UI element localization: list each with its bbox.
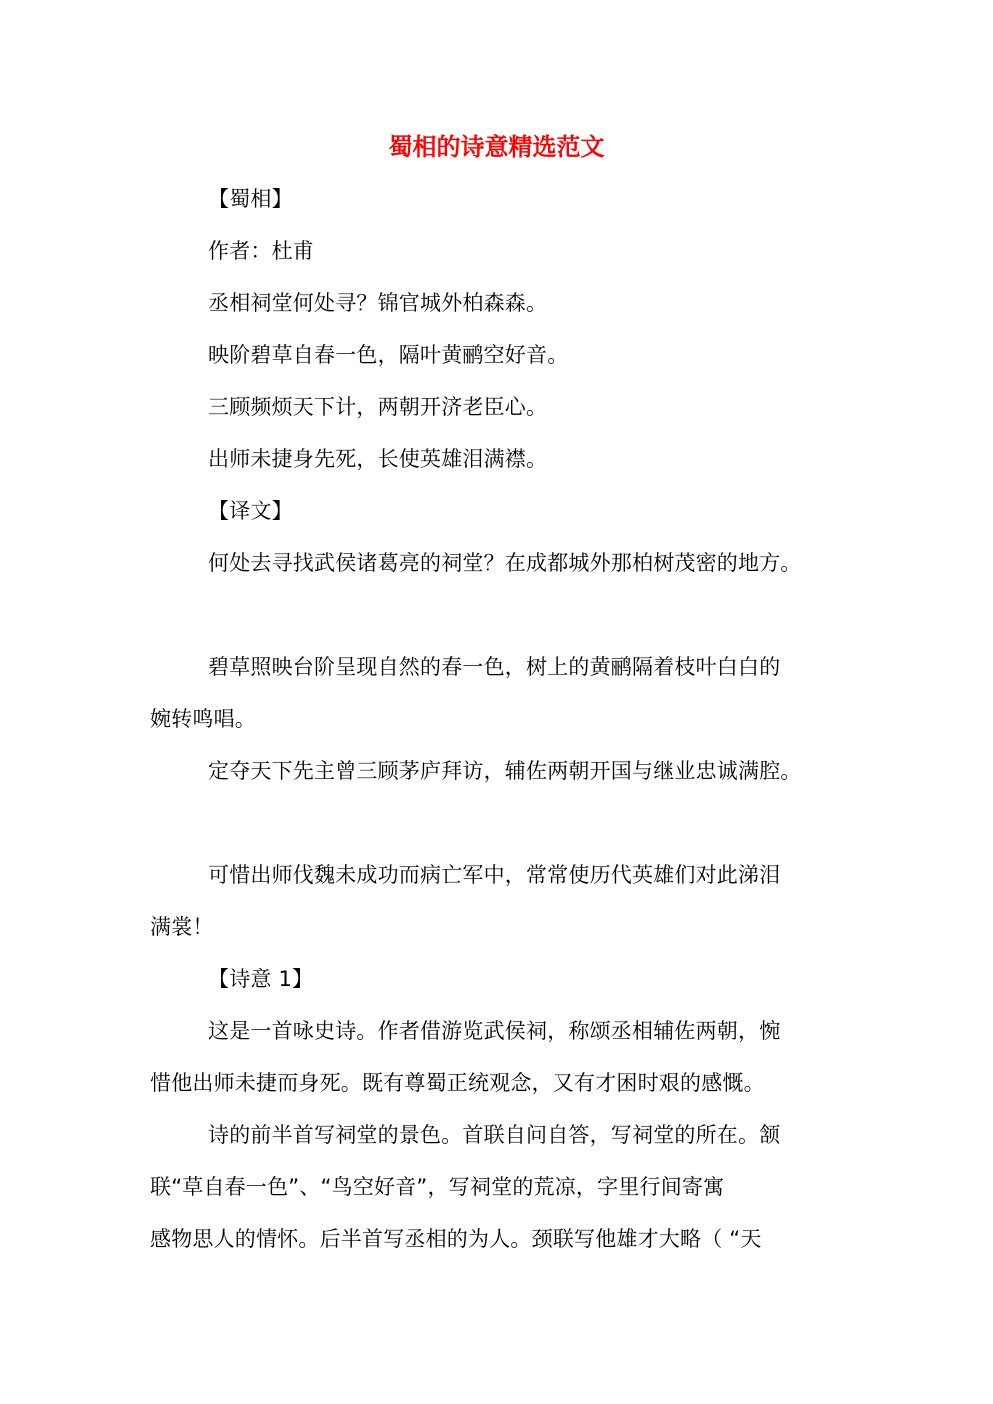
translation-paragraph-cont: 婉转鸣唱。: [150, 707, 256, 731]
poem-line: 映阶碧草自春一色，隔叶黄鹂空好音。: [208, 343, 569, 367]
translation-paragraph: 何处去寻找武侯诸葛亮的祠堂？在成都城外那柏树茂密的地方。: [208, 551, 802, 575]
translation-paragraph: 定夺天下先主曾三顾茅庐拜访，辅佐两朝开国与继业忠诚满腔。: [208, 759, 802, 783]
poem-line: 三顾频烦天下计，两朝开济老臣心。: [208, 395, 548, 419]
meaning-paragraph: 诗的前半首写祠堂的景色。首联自问自答，写祠堂的所在。颔: [208, 1123, 781, 1147]
translation-heading: 【译文】: [208, 499, 293, 523]
poem-heading: 【蜀相】: [208, 187, 293, 211]
poem-author: 作者：杜甫: [208, 239, 314, 263]
translation-paragraph: 可惜出师伐魏未成功而病亡军中，常常使历代英雄们对此涕泪: [208, 863, 781, 887]
translation-paragraph-cont: 满裳！: [150, 915, 214, 939]
poem-line: 出师未捷身先死，长使英雄泪满襟。: [208, 447, 548, 471]
meaning-paragraph-cont: 惜他出师未捷而身死。既有尊蜀正统观念，又有才困时艰的感慨。: [150, 1071, 765, 1095]
meaning-paragraph: 这是一首咏史诗。作者借游览武侯祠，称颂丞相辅佐两朝，惋: [208, 1019, 781, 1043]
translation-paragraph: 碧草照映台阶呈现自然的春一色，树上的黄鹂隔着枝叶白白的: [208, 655, 781, 679]
meaning-paragraph-cont: 联“草自春一色”、“鸟空好音”，写祠堂的荒凉，字里行间寄寓: [150, 1175, 725, 1199]
page-title: 蜀相的诗意精选范文: [388, 133, 605, 161]
meaning-paragraph-cont: 感物思人的情怀。后半首写丞相的为人。颈联写他雄才大略（ “天: [150, 1227, 762, 1251]
poem-line: 丞相祠堂何处寻？锦官城外柏森森。: [208, 291, 548, 315]
meaning-heading: 【诗意 1】: [208, 967, 314, 991]
